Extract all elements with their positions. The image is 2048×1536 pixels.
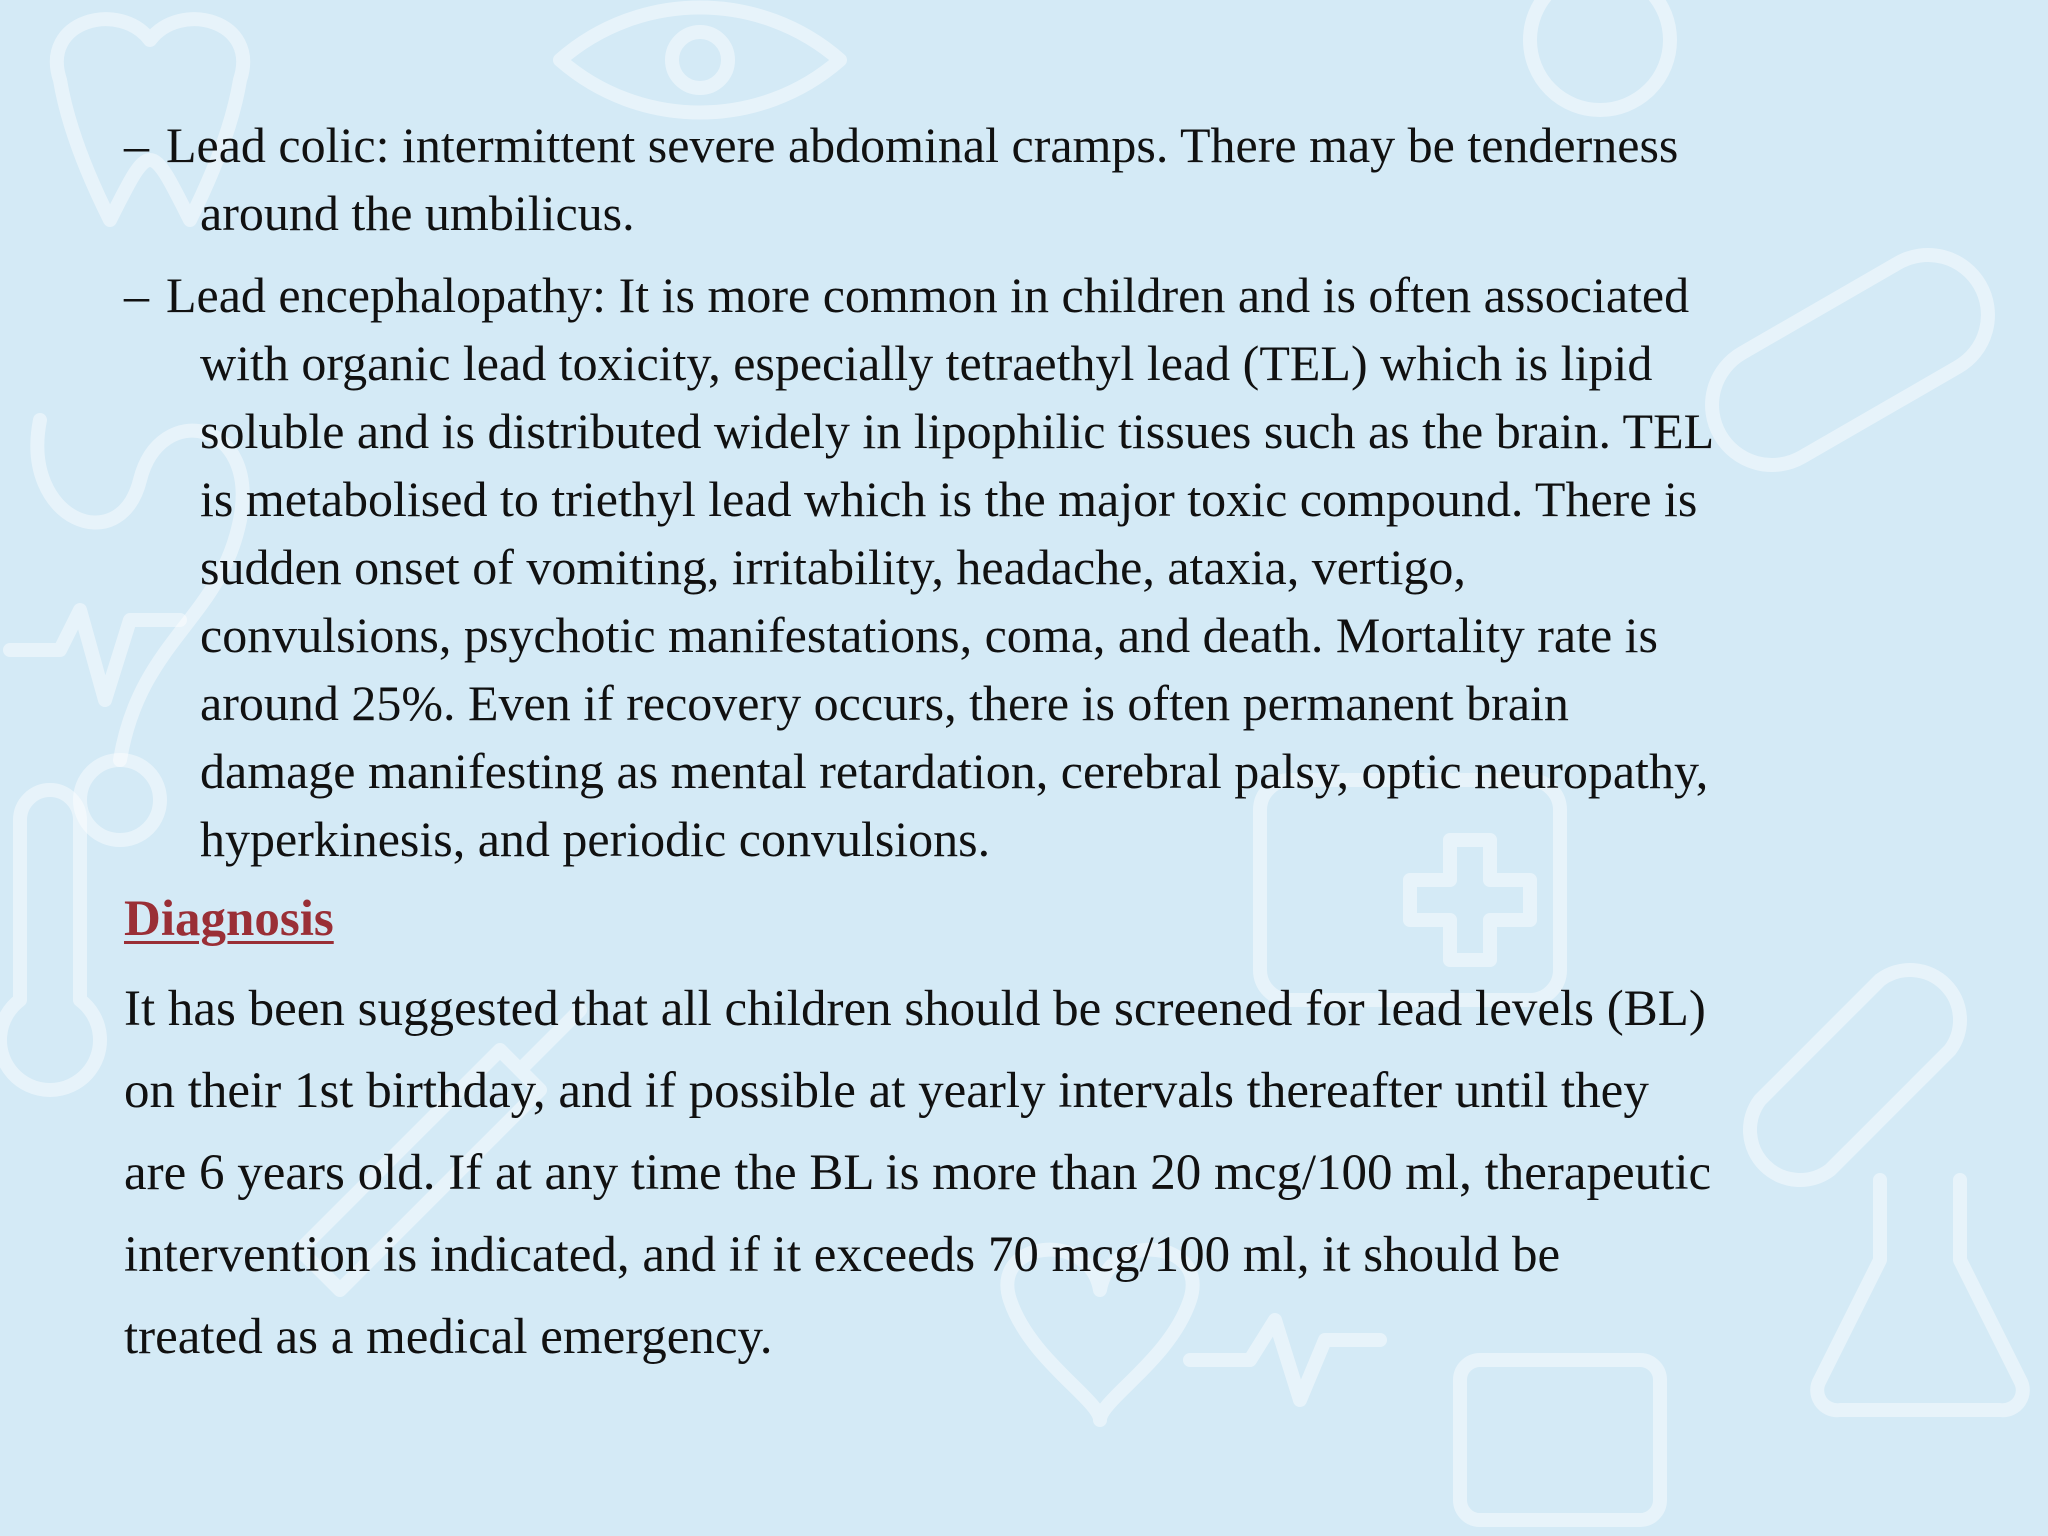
bullet-line: Lead encephalopathy: It is more common in children and is often associated	[166, 267, 1690, 323]
bullet-line: hyperkinesis, and periodic convulsions.	[200, 811, 991, 867]
bullet-lead-encephalopathy	[124, 261, 1944, 873]
diagnosis-paragraph	[124, 968, 1964, 1378]
bullet-lead-colic	[124, 111, 1944, 247]
paragraph-line: It has been suggested that all children should be screened for lead levels (BL)	[124, 981, 1706, 1037]
bullet-dash: –	[124, 267, 149, 323]
paragraph-line: on their 1st birthday, and if possible at yearly intervals thereafter until they	[124, 1063, 1649, 1119]
bullet-line: around the umbilicus.	[200, 185, 635, 241]
bullet-line: around 25%. Even if recovery occurs, there is often permanent brain	[200, 675, 1569, 731]
paragraph-line: intervention is indicated, and if it exceeds 70 mcg/100 ml, it should be	[124, 1227, 1561, 1283]
paragraph-line: treated as a medical emergency.	[124, 1309, 773, 1365]
bullet-line: convulsions, psychotic manifestations, coma, and death. Mortality rate is	[200, 607, 1659, 663]
bullet-dash: –	[124, 117, 149, 173]
bullet-line: sudden onset of vomiting, irritability, headache, ataxia, vertigo,	[200, 539, 1466, 595]
bullet-line: Lead colic: intermittent severe abdominal cramps. There may be tenderness	[166, 117, 1679, 173]
bullet-line: is metabolised to triethyl lead which is the major toxic compound. There is	[200, 471, 1698, 527]
bullet-line: soluble and is distributed widely in lipophilic tissues such as the brain. TEL	[200, 403, 1715, 459]
paragraph-line: are 6 years old. If at any time the BL is more than 20 mcg/100 ml, therapeutic	[124, 1145, 1712, 1201]
bullet-line: damage manifesting as mental retardation, cerebral palsy, optic neuropathy,	[200, 743, 1709, 799]
bullet-line: with organic lead toxicity, especially tetraethyl lead (TEL) which is lipid	[200, 335, 1653, 391]
section-heading-diagnosis: Diagnosis	[124, 891, 334, 947]
